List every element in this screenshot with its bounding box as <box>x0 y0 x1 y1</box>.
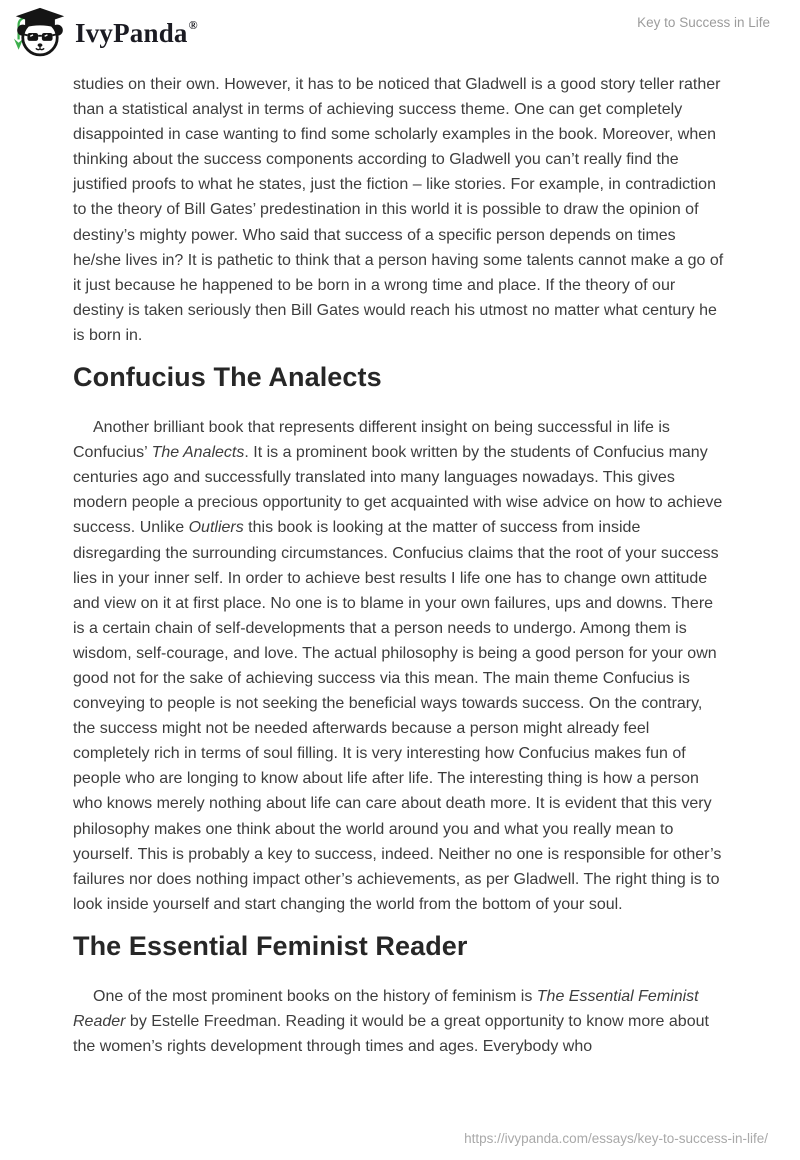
footer-source-url: https://ivypanda.com/essays/key-to-success-in-life/ <box>464 1131 768 1146</box>
paragraph <box>73 415 725 917</box>
ivypanda-logo <box>13 7 198 59</box>
section-heading: The Essential Feminist Reader <box>73 930 468 961</box>
book-title-italic: The Essential Feminist Reader <box>73 987 699 1030</box>
paragraph-text: by Estelle Freedman. Reading it would be a great opportunity to know more about the women’s rights development through times and ages. Everybody who <box>73 1013 709 1056</box>
paragraph-text: One of the most prominent books on the history of feminism is <box>93 987 537 1005</box>
section-heading: Confucius The Analects <box>73 362 382 393</box>
paragraph-text: this book is looking at the matter of success from inside disregarding the surrounding circumstances. Confucius claims that the root of your success lies in your inner self. In order to achieve best results I life one has to change own attitude and view on it at first place. No one is to blame in your own failures, ups and downs. There is a certain chain of self-developments that a person needs to undergo. Among them is wisdom, self-courage, and love. The actual philosophy is being a good person for your own good not for the sake of achieving success via this mean. The main theme Confucius is conveying to people is not seeking the beneficial ways towards success. On the contrary, the success might not be needed afterwards because a person might already feel completely rich in terms of soul filling. It is very interesting how Confucius makes fun of people who are longing to know about life after life. The interesting thing is how a person who knows merely nothing about life can care about death more. It is evident that this very philosophy makes one think about the world around you and what you really mean to yourself. This is probably a key to success, indeed. Neither no one is responsible for other’s failures nor does nothing impact other’s achievements, as per Gladwell. The right thing is to look inside yourself and start changing the world from the bottom of your soul. <box>73 519 722 913</box>
page-header <box>0 0 800 66</box>
document-header-title: Key to Success in Life <box>637 15 770 30</box>
paragraph <box>73 72 725 348</box>
brand-name: IvyPanda® <box>75 17 198 48</box>
registered-trademark: ® <box>188 17 198 32</box>
paragraph-text: studies on their own. However, it has to be noticed that Gladwell is a good story teller rather than a statistical analyst in terms of achieving success theme. One can get completely disappointed in case wanting to find some scholarly examples in the book. Moreover, when thinking about the success components according to Gladwell you can’t really find the justified proofs to what he states, just the fiction – like stories. For example, in contradiction to the theory of Bill Gates’ predestination in this world it is possible to draw the opinion of destiny’s mighty power. Who said that success of a specific person depends on times he/she lives in? It is pathetic to think that a person having some talents cannot make a go of it just because he happened to be born in a wrong time and place. If the theory of our destiny is taken seriously then Bill Gates would reach his utmost no matter what century he is born in. <box>73 76 724 344</box>
paragraph <box>73 984 725 1059</box>
article <box>73 72 725 1072</box>
paragraph-text: Another brilliant book that represents different insight on being successful in life is Confucius’ <box>73 419 670 462</box>
paragraph-text: . It is a prominent book written by the students of Confucius many centuries ago and successfully translated into many languages nowadays. This gives modern people a precious opportunity to get acquainted with wise advice on how to achieve success. Unlike <box>73 444 723 537</box>
book-title-italic: The Analects <box>151 444 245 462</box>
book-title-italic: Outliers <box>188 519 244 537</box>
panda-graduate-logo-icon <box>13 7 67 59</box>
